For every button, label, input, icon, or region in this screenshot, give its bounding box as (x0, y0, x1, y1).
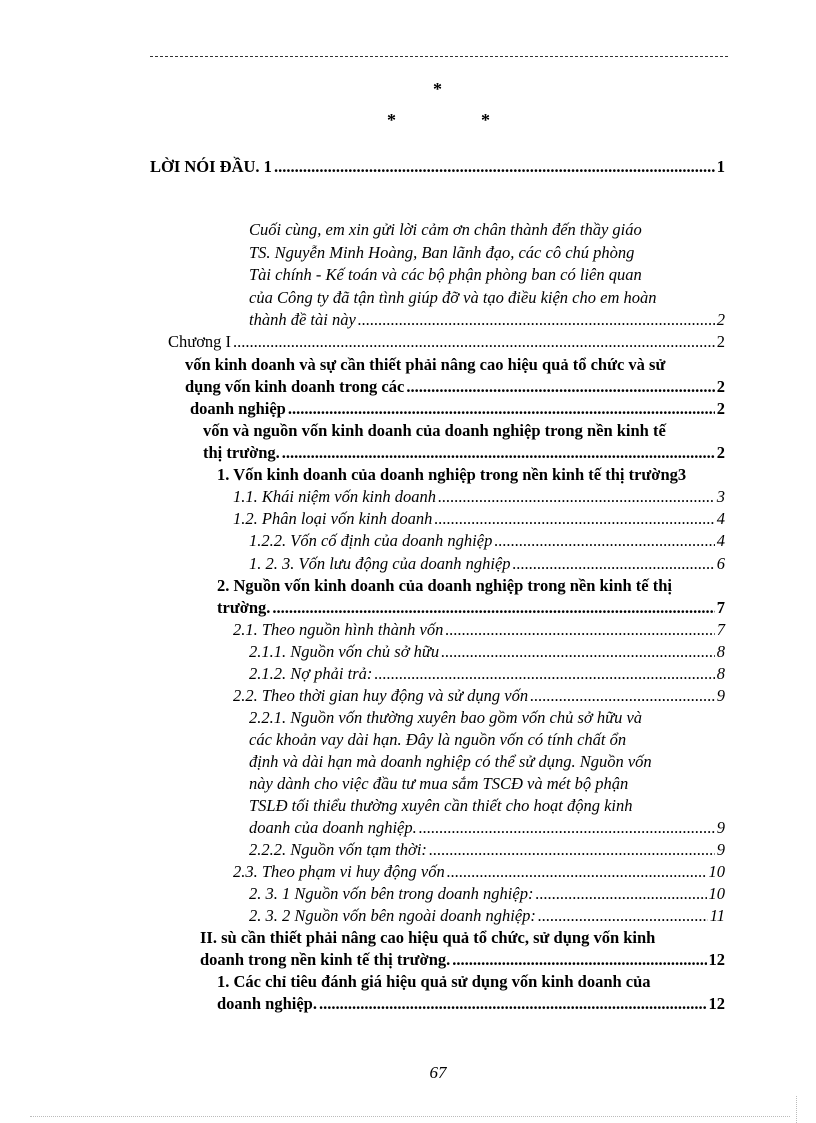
toc-entry-title: 2. 3. 2 Nguồn vốn bên ngoài doanh nghiệp: (249, 906, 536, 925)
right-dotted-divider (796, 1096, 797, 1123)
toc-entry-page: 1 (716, 157, 725, 176)
toc-entry-line: TSLĐ tối thiểu thường xuyên cần thiết cho hoạt động kinh (249, 796, 633, 815)
toc-entry-page: 10 (708, 862, 725, 881)
toc-entry-title: 2. 3. 1 Nguồn vốn bên trong doanh nghiệp: (249, 884, 534, 903)
intro-line: TS. Nguyễn Minh Hoàng, Ban lãnh đạo, các cô chú phòng (249, 243, 635, 262)
toc-entry-title: 2.2.2. Nguồn vốn tạm thời: (249, 840, 427, 859)
toc-entry-line: II. sù cần thiết phải nâng cao hiệu quả tổ chức, sử dụng vốn kinh (200, 928, 656, 947)
toc-entry-title: 1.2.2. Vốn cố định của doanh nghiệp (249, 531, 493, 550)
ornament-star-right: * (481, 110, 490, 130)
toc-entry-page: 3 (716, 487, 725, 506)
toc-entry-2-3-1[interactable] (249, 883, 725, 905)
toc-entry-2-1[interactable] (233, 619, 725, 641)
toc-entry-title: 1. 2. 3. Vốn lưu động của doanh nghiệp (249, 554, 511, 573)
toc-entry-page: 2 (716, 310, 725, 329)
toc-entry-doanh-nghiep[interactable] (190, 398, 725, 420)
leader-dots (272, 597, 714, 619)
toc-entry-title: 2.1.1. Nguồn vốn chủ sở hữu (249, 642, 440, 661)
toc-entry-page: 2 (716, 399, 725, 418)
toc-entry-page: 10 (708, 884, 725, 903)
toc-intro-entry[interactable] (249, 309, 725, 331)
toc-entry-title: doanh nghiệp (190, 399, 286, 418)
toc-entry-title: doanh nghiệp. (217, 994, 317, 1013)
ornament-star-top: * (433, 79, 442, 99)
toc-entry-1-1[interactable] (233, 486, 725, 508)
ornament-star-left: * (387, 110, 396, 130)
leader-dots (513, 553, 715, 575)
toc-entry-page: 9 (716, 686, 725, 705)
toc-entry-line: 2. Nguồn vốn kinh doanh của doanh nghiệp trong nền kinh tế thị (217, 576, 672, 595)
leader-dots (288, 398, 715, 420)
toc-entry-title: 1. Vốn kinh doanh của doanh nghiệp trong nền kinh tế thị trường (217, 465, 678, 484)
toc-entry-title: thành đề tài này (249, 310, 356, 329)
leader-dots (441, 641, 715, 663)
toc-entry-II-1[interactable] (217, 993, 725, 1015)
toc-entry-line: này dành cho việc đầu tư mua sắm TSCĐ và mét bộ phận (249, 774, 629, 793)
toc-entry-title: thị trường. (203, 443, 280, 462)
toc-entry-2-1-1[interactable] (249, 641, 725, 663)
leader-dots (319, 993, 707, 1015)
toc-entry-title: doanh của doanh nghiệp. (249, 818, 417, 837)
toc-entry-1[interactable] (217, 464, 732, 486)
toc-entry-title: LỜI NÓI ĐẦU. 1 (150, 157, 272, 176)
intro-line: Cuối cùng, em xin gửi lời cảm ơn chân thành đến thầy giáo (249, 220, 642, 239)
toc-entry-2-3-2[interactable] (249, 905, 725, 927)
toc-entry-title: trường. (217, 598, 271, 617)
toc-entry-page: 12 (708, 994, 725, 1013)
toc-entry-line: 1. Các chỉ tiêu đánh giá hiệu quả sử dụng vốn kinh doanh của (217, 972, 651, 991)
toc-entry-II[interactable] (200, 949, 725, 971)
leader-dots (535, 883, 706, 905)
toc-entry-line: định và dài hạn mà doanh nghiệp có thể sử dụng. Nguồn vốn (249, 752, 652, 771)
toc-entry-page: 8 (716, 664, 725, 683)
toc-entry-page: 2 (716, 377, 725, 396)
toc-entry-chuong-1[interactable] (168, 331, 725, 353)
leader-dots (374, 663, 714, 685)
toc-entry-page: 8 (716, 642, 725, 661)
leader-dots (538, 905, 708, 927)
toc-entry-2-2-2[interactable] (249, 839, 725, 861)
toc-entry-page: 2 (716, 443, 725, 462)
toc-entry-page: 9 (716, 840, 725, 859)
toc-heading-entry[interactable] (150, 156, 725, 178)
leader-dots (429, 839, 715, 861)
toc-entry-page: 12 (708, 950, 725, 969)
toc-entry-title: doanh trong nền kinh tế thị trường. (200, 950, 451, 969)
toc-entry-page: 7 (716, 598, 725, 617)
intro-line: Tài chính - Kế toán và các bộ phận phòng ban có liên quan (249, 265, 642, 284)
toc-entry-page: 6 (716, 554, 725, 573)
toc-entry-von-nguon-von[interactable] (203, 442, 725, 464)
leader-dots (494, 530, 714, 552)
leader-dots (445, 619, 714, 641)
toc-entry-page: 7 (716, 620, 725, 639)
leader-dots (452, 949, 706, 971)
leader-dots (434, 508, 714, 530)
leader-dots (233, 331, 715, 353)
toc-entry-von-kinh-doanh[interactable] (185, 376, 725, 398)
toc-entry-title: 2.2. Theo thời gian huy động và sử dụng vốn (233, 686, 529, 705)
leader-dots (530, 685, 715, 707)
toc-entry-title: 2.1.2. Nợ phải trả: (249, 664, 373, 683)
leader-dots (438, 486, 715, 508)
leader-dots (274, 156, 715, 178)
toc-entry-2[interactable] (217, 597, 725, 619)
toc-entry-1-2-3[interactable] (249, 553, 725, 575)
toc-entry-page: 4 (716, 531, 725, 550)
leader-dots (419, 817, 715, 839)
toc-entry-line: vốn kinh doanh và sự cần thiết phải nâng cao hiệu quả tổ chức và sử (185, 355, 666, 374)
toc-entry-page: 11 (709, 906, 725, 925)
top-dashed-divider (150, 56, 728, 57)
toc-entry-line: các khoản vay dài hạn. Đây là nguồn vốn có tính chất ổn (249, 730, 627, 749)
toc-entry-line: 2.2.1. Nguồn vốn thường xuyên bao gồm vốn chủ sở hữu và (249, 708, 643, 727)
toc-entry-page: 2 (716, 332, 725, 351)
leader-dots (358, 309, 715, 331)
page-number: 67 (429, 1063, 447, 1082)
toc-entry-2-2-1[interactable] (249, 817, 725, 839)
intro-line: của Công ty đã tận tình giúp đỡ và tạo điều kiện cho em hoàn (249, 288, 657, 307)
leader-dots (282, 442, 715, 464)
toc-entry-2-3[interactable] (233, 861, 725, 883)
toc-entry-title: 2.3. Theo phạm vi huy động vốn (233, 862, 445, 881)
toc-entry-1-2-2[interactable] (249, 530, 725, 552)
toc-entry-line: vốn và nguồn vốn kinh doanh của doanh nghiệp trong nền kinh tế (203, 421, 666, 440)
bottom-dotted-divider (30, 1116, 790, 1117)
toc-entry-title: Chương I (168, 332, 232, 351)
leader-dots (406, 376, 714, 398)
toc-entry-title: 1.2. Phân loại vốn kinh doanh (233, 509, 433, 528)
leader-dots (447, 861, 707, 883)
toc-entry-1-2[interactable] (233, 508, 725, 530)
toc-entry-title: dụng vốn kinh doanh trong các (185, 377, 405, 396)
toc-entry-page: 9 (716, 818, 725, 837)
toc-entry-page: 3 (677, 465, 687, 484)
toc-entry-title: 1.1. Khái niệm vốn kinh doanh (233, 487, 437, 506)
toc-entry-2-1-2[interactable] (249, 663, 725, 685)
toc-entry-page: 4 (716, 509, 725, 528)
toc-entry-title: 2.1. Theo nguồn hình thành vốn (233, 620, 444, 639)
toc-entry-2-2[interactable] (233, 685, 725, 707)
